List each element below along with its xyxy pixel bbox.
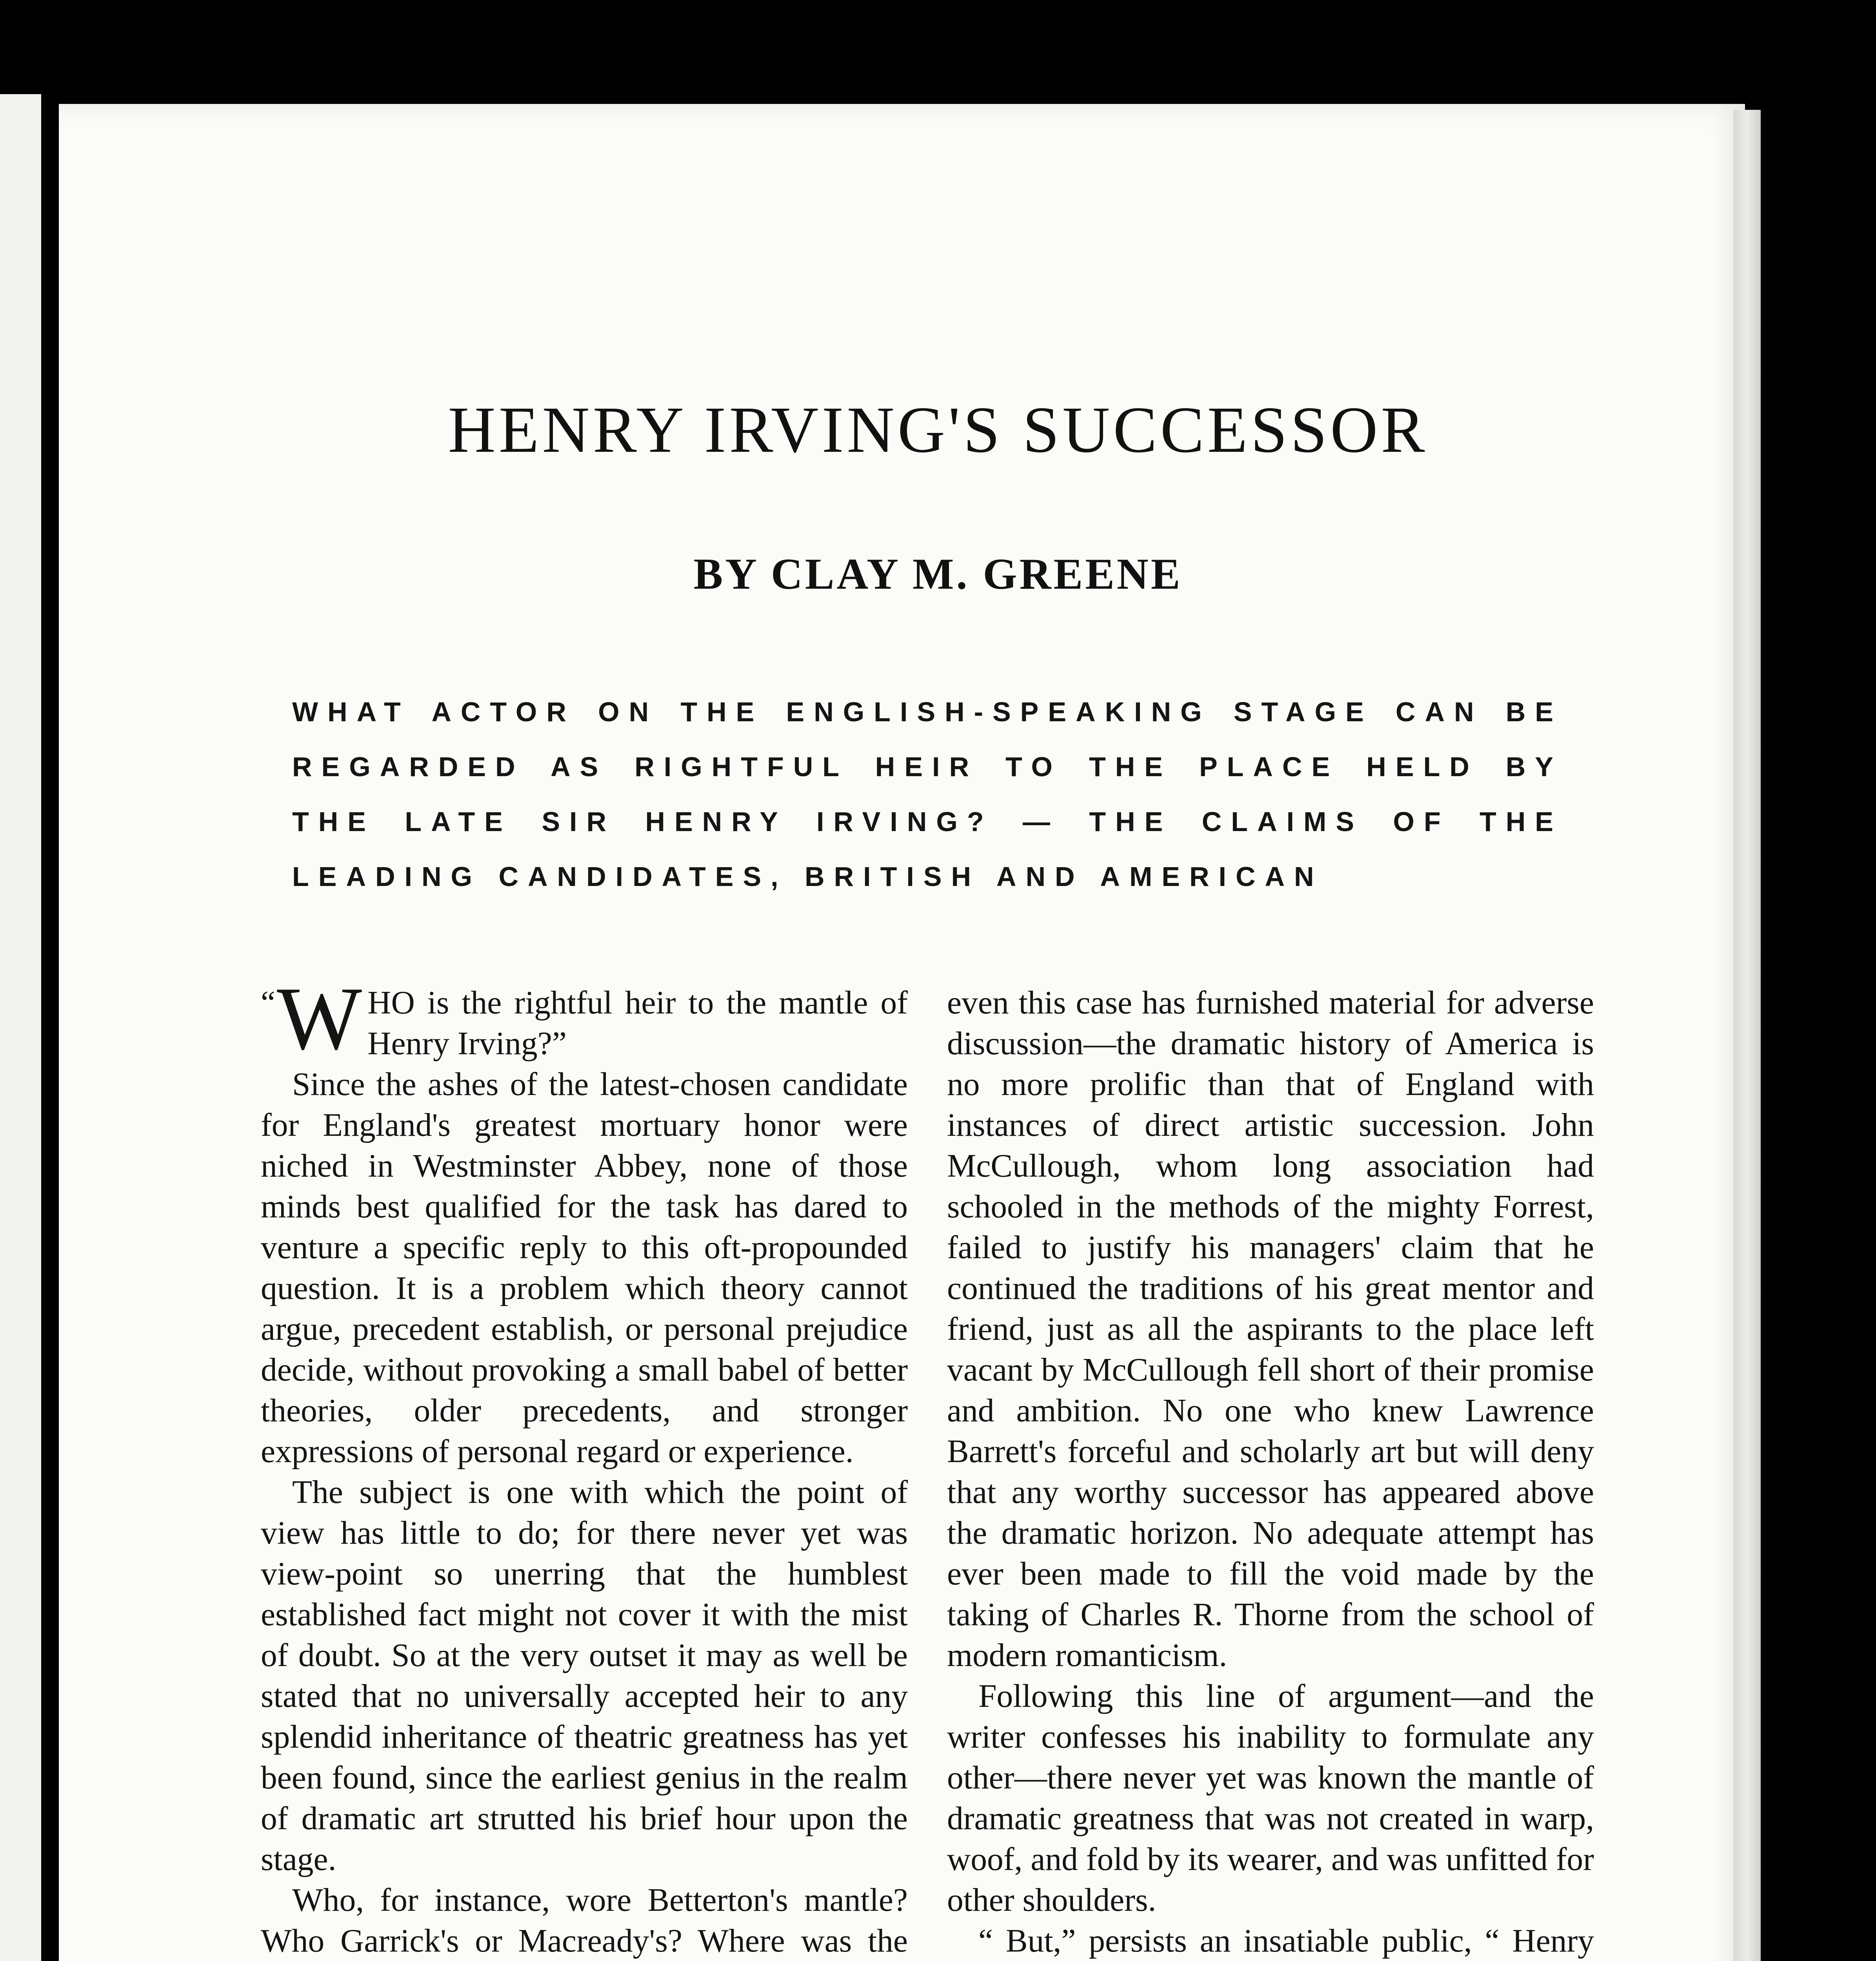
opening-paragraph	[261, 968, 908, 1068]
article-byline: BY CLAY M. GREENE	[693, 550, 1183, 598]
opening-paragraph-text: HO is the rightful heir to the mantle of Henry Irving?”	[367, 985, 908, 1062]
opening-quote-mark: “	[261, 985, 276, 1021]
paragraph: Who, for instance, wore Betterton's mantle? Who Garrick's or Macready's? Where was the	[261, 1882, 908, 1959]
paragraph: Following this line of argument—and the writer confesses his inability to formulate any other—there never yet was known the mantle of dramatic greatness that was not created in warp, woof, and fold by its wearer, and was unfitted for other shoulders.	[947, 1678, 1594, 1918]
drop-cap: W	[277, 968, 362, 1068]
right-column	[947, 982, 1594, 1961]
article-title: HENRY IRVING'S SUCCESSOR	[448, 393, 1428, 466]
paragraph: even this case has furnished material for adverse discussion—the dramatic history of America is no more prolific than that of England with instances of direct artistic succession. John McCullough, whom long association had schooled in the methods of the mighty Forrest, failed to justify his managers' claim that he continued the traditions of his great mentor and friend, just as all the aspirants to the place left vacant by McCullough fell short of their promise and ambition. No one who knew Lawrence Barrett's forceful and scholarly art but will deny that any worthy successor has appeared above the dramatic horizon. No adequate attempt has ever been made to fill the void made by the taking of Charles R. Thorne from the school of modern romanticism.	[947, 985, 1594, 1674]
page-binding-edge	[1733, 110, 1761, 1961]
paragraph: “ But,” persists an insatiable public, “ Henry	[978, 1923, 1594, 1959]
paragraph: Since the ashes of the latest-chosen candidate for England's greatest mortuary honor were niched in Westminster Abbey, none of those minds best qualified for the task has dared to venture a specific reply to this oft-propounded question. It is a problem which theory cannot argue, precedent establish, or personal prejudice decide, without provoking a small babel of better theories, older precedents, and stronger expressions of personal regard or experience.	[261, 1066, 908, 1470]
adjacent-page-edge	[0, 94, 41, 1961]
article-deck: WHAT ACTOR ON THE ENGLISH-SPEAKING STAGE CAN BE REGARDED AS RIGHTFUL HEIR TO THE PLACE HELD BY THE LATE SIR HENRY IRVING? — THE CLAIMS OF THE LEADING CANDIDATES, BRITISH AND AMERICAN	[292, 697, 1563, 892]
left-column	[261, 968, 908, 1961]
paragraph: The subject is one with which the point of view has little to do; for there never yet was view-point so unerring that the humblest established fact might not cover it with the mist of doubt. So at the very outset it may as well be stated that no universally accepted heir to any splendid inheritance of theatric greatness has yet been found, since the earliest genius in the realm of dramatic art strutted his brief hour upon the stage.	[261, 1474, 908, 1877]
